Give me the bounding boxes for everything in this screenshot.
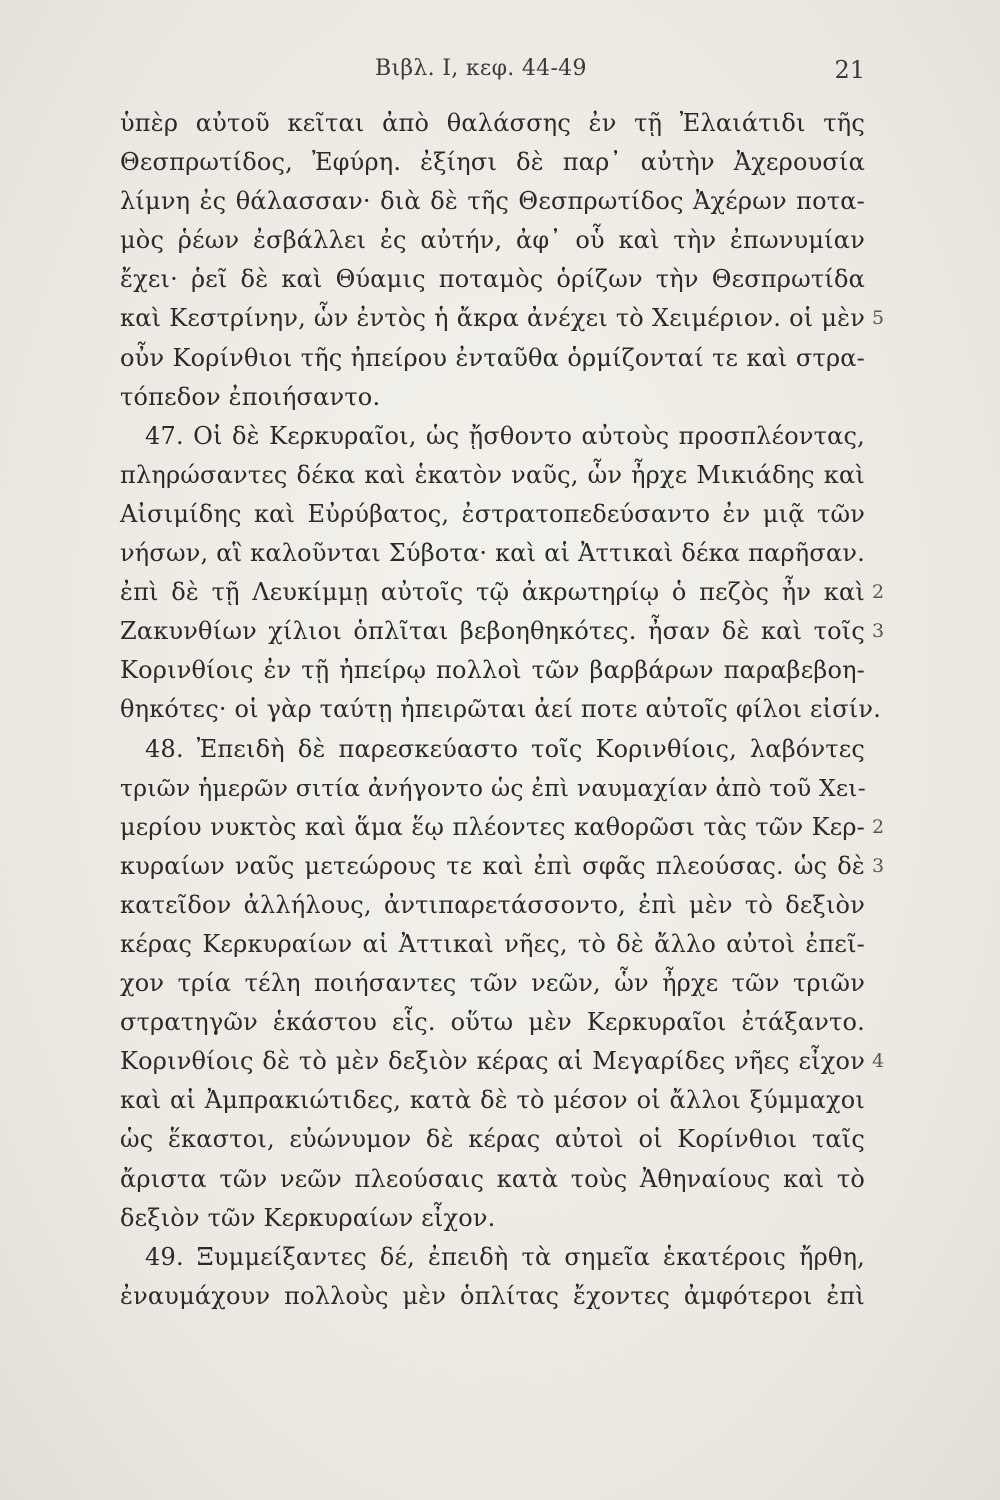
text-line (120, 1042, 885, 1081)
text-line (120, 378, 865, 417)
line-text: κατεῖδον ἀλλήλους, ἀντιπαρετάσσοντο, ἐπὶ μὲν τὸ δεξιὸν (120, 890, 865, 919)
margin-line-number: 3 (872, 620, 885, 643)
margin-line-number: 2 (872, 815, 885, 838)
text-line (120, 1199, 865, 1238)
margin-line-number: 5 (872, 307, 885, 330)
text-line (120, 573, 885, 612)
text-line (120, 221, 865, 260)
text-line (120, 104, 865, 143)
line-text: τόπεδον ἐποιήσαντο. (120, 382, 381, 411)
page-header (120, 56, 865, 88)
body-text (120, 104, 885, 1316)
line-text: δεξιὸν τῶν Κερκυραίων εἶχον. (120, 1203, 496, 1232)
text-line (120, 182, 865, 221)
text-line (120, 808, 885, 847)
text-line (120, 299, 885, 338)
line-text: καὶ Κεστρίνην, ὧν ἐντὸς ἡ ἄκρα ἀνέχει τὸ Χειμέριον. οἱ μὲν (120, 304, 865, 333)
line-text: λίμνη ἐς θάλασσαν· διὰ δὲ τῆς Θεσπρωτίδος Ἀχέρων ποτα- (120, 187, 865, 216)
text-line (120, 964, 865, 1003)
line-text: Κορινθίοις ἐν τῇ ἠπείρῳ πολλοὶ τῶν βαρβάρων παραβεβοη- (120, 656, 865, 685)
text-line (120, 495, 865, 534)
line-text: ἐναυμάχουν πολλοὺς μὲν ὁπλίτας ἔχοντες ἀμφότεροι ἐπὶ (120, 1281, 865, 1310)
line-text: κυραίων ναῦς μετεώρους τε καὶ ἐπὶ σφᾶς πλεούσας. ὡς δὲ (120, 851, 865, 880)
line-text: Κορινθίοις δὲ τὸ μὲν δεξιὸν κέρας αἱ Μεγαρίδες νῆες εἶχον (120, 1047, 865, 1076)
text-line (120, 339, 865, 378)
line-text: ἄριστα τῶν νεῶν πλεούσαις κατὰ τοὺς Ἀθηναίους καὶ τὸ (120, 1164, 865, 1193)
line-text: 47. Οἱ δὲ Κερκυραῖοι, ὡς ᾔσθοντο αὐτοὺς προσπλέοντας, (145, 421, 865, 450)
text-line (120, 143, 865, 182)
line-text: χον τρία τέλη ποιήσαντες τῶν νεῶν, ὧν ἦρχε τῶν τριῶν (120, 969, 865, 998)
margin-line-number: 3 (872, 854, 885, 877)
text-line (120, 886, 865, 925)
margin-line-number: 2 (872, 581, 885, 604)
text-line (120, 260, 865, 299)
text-line (120, 847, 885, 886)
text-line (120, 417, 865, 456)
line-text: ἔχει· ῥεῖ δὲ καὶ Θύαμις ποταμὸς ὁρίζων τὴν Θεσπρωτίδα (120, 265, 865, 294)
text-line (120, 1238, 865, 1277)
line-text: μερίου νυκτὸς καὶ ἅμα ἕῳ πλέοντες καθορῶσι τὰς τῶν Κερ- (120, 812, 865, 841)
line-text: ὑπὲρ αὐτοῦ κεῖται ἀπὸ θαλάσσης ἐν τῇ Ἐλαιάτιδι τῆς (120, 109, 865, 137)
line-text: 49. Ξυμμείξαντες δέ, ἐπειδὴ τὰ σημεῖα ἑκατέροις ἤρθη, (145, 1242, 865, 1271)
text-line (120, 1160, 865, 1199)
text-line (120, 690, 882, 729)
line-text: θηκότες· οἱ γὰρ ταύτῃ ἠπειρῶται ἀεί ποτε αὐτοῖς φίλοι εἰσίν. (120, 695, 882, 724)
line-text: πληρώσαντες δέκα καὶ ἑκατὸν ναῦς, ὧν ἦρχε Μικιάδης καὶ (120, 460, 865, 489)
line-text: μὸς ῥέων ἐσβάλλει ἐς αὐτήν, ἀφ᾽ οὗ καὶ τὴν ἐπωνυμίαν (120, 226, 865, 255)
line-text: 48. Ἐπειδὴ δὲ παρεσκεύαστο τοῖς Κορινθίοις, λαβόντες (145, 734, 865, 763)
text-line (120, 456, 865, 495)
line-text: ὡς ἕκαστοι, εὐώνυμον δὲ κέρας αὐτοὶ οἱ Κορίνθιοι ταῖς (120, 1125, 865, 1154)
line-text: Ζακυνθίων χίλιοι ὁπλῖται βεβοηθηκότες. ἦσαν δὲ καὶ τοῖς (120, 617, 865, 646)
line-text: στρατηγῶν ἑκάστου εἷς. οὕτω μὲν Κερκυραῖοι ἐτάξαντο. (120, 1008, 865, 1037)
running-head: Βιβλ. Ι, κεφ. 44-49 (375, 56, 587, 81)
text-line (120, 925, 865, 964)
line-text: οὖν Κορίνθιοι τῆς ἠπείρου ἐνταῦθα ὁρμίζονταί τε καὶ στρα- (120, 343, 865, 372)
line-text: Θεσπρωτίδος, Ἐφύρη. ἐξίησι δὲ παρ᾽ αὐτὴν Ἀχερουσία (120, 148, 865, 177)
line-text: καὶ αἱ Ἀμπρακιώτιδες, κατὰ δὲ τὸ μέσον οἱ ἄλλοι ξύμμαχοι (120, 1086, 865, 1115)
margin-line-number: 4 (872, 1050, 885, 1073)
text-line (120, 534, 865, 573)
text-line (120, 769, 865, 808)
line-text: τριῶν ἡμερῶν σιτία ἀνήγοντο ὡς ἐπὶ ναυμαχίαν ἀπὸ τοῦ Χει- (120, 773, 866, 802)
text-line (120, 1003, 865, 1042)
line-text: νήσων, αἳ καλοῦνται Σύβοτα· καὶ αἱ Ἀττικαὶ δέκα παρῆσαν. (120, 539, 865, 568)
page-number: 21 (834, 56, 865, 84)
text-line (120, 651, 865, 690)
text-line (120, 1081, 865, 1120)
line-text: Αἰσιμίδης καὶ Εὐρύβατος, ἐστρατοπεδεύσαντο ἐν μιᾷ τῶν (120, 499, 865, 528)
line-text: ἐπὶ δὲ τῇ Λευκίμμῃ αὐτοῖς τῷ ἀκρωτηρίῳ ὁ πεζὸς ἦν καὶ (120, 578, 865, 607)
text-line (120, 612, 885, 651)
text-line (120, 1277, 865, 1316)
text-line (120, 730, 865, 769)
line-text: κέρας Κερκυραίων αἱ Ἀττικαὶ νῆες, τὸ δὲ ἄλλο αὐτοὶ ἐπεῖ- (120, 929, 865, 958)
text-line (120, 1120, 865, 1159)
